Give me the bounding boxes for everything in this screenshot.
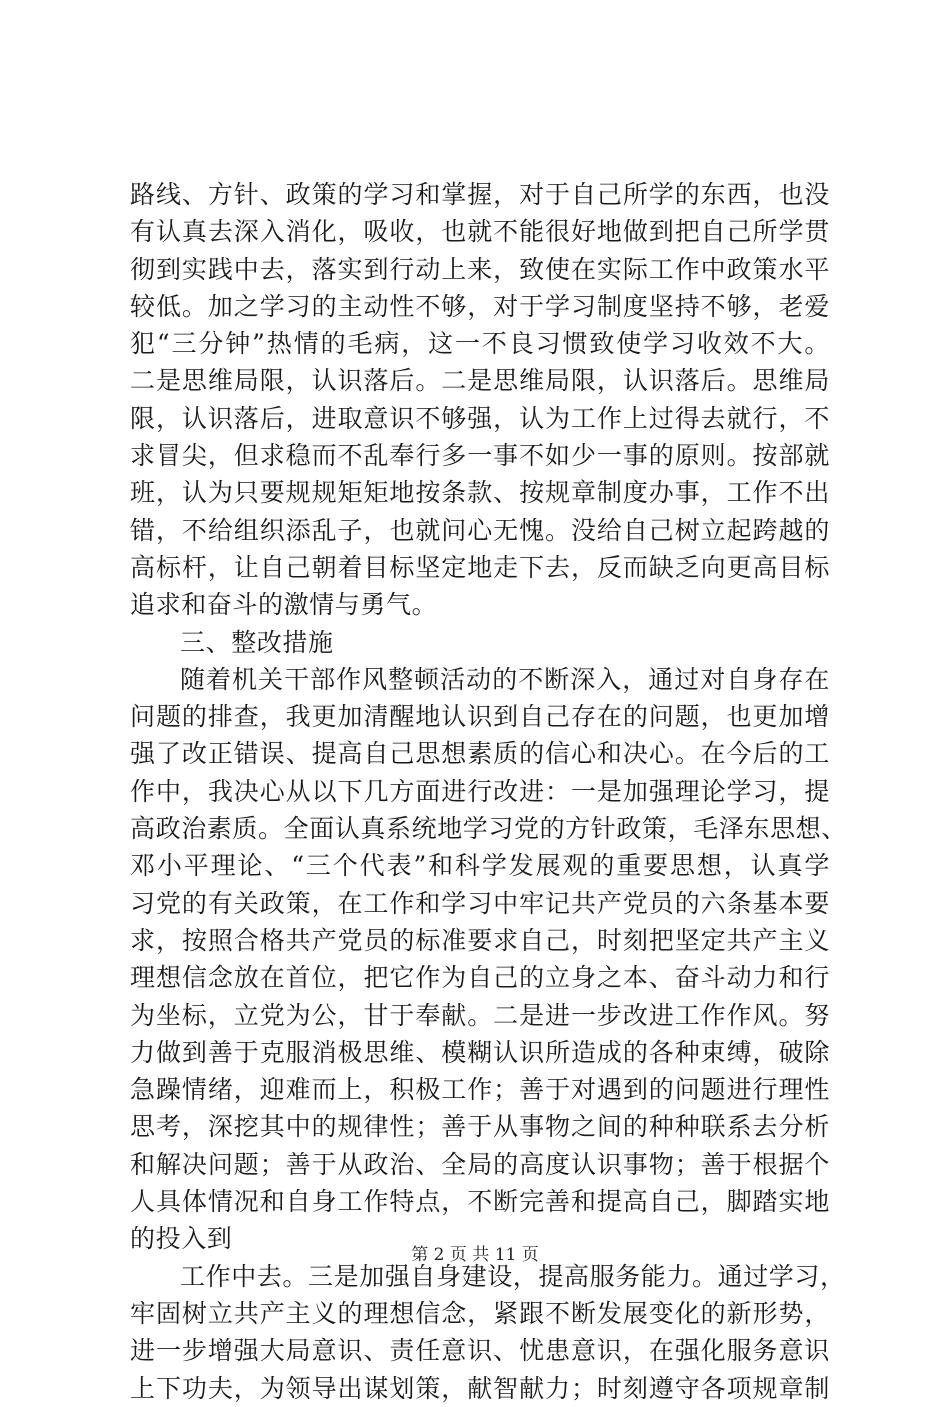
text-line: 急躁情绪，迎难而上，积极工作；善于对遇到的问题进行理性 bbox=[130, 1075, 830, 1105]
text-line: 路线、方针、政策的学习和掌握，对于自己所学的东西，也没 bbox=[130, 180, 830, 209]
text-line: 邓小平理论、“三个代表”和科学发展观的重要思想，认真学 bbox=[130, 851, 830, 881]
text-line: 作中，我决心从以下几方面进行改进：一是加强理论学习，提 bbox=[130, 776, 830, 806]
text-line: 进一步增强大局意识、责任意识、忧患意识，在强化服务意识 bbox=[130, 1336, 830, 1366]
text-line: 力做到善于克服消极思维、模糊认识所造成的各种束缚，破除 bbox=[130, 1037, 830, 1067]
text-line: 随着机关干部作风整顿活动的不断深入，通过对自身存在 bbox=[180, 664, 830, 694]
text-line: 思考，深挖其中的规律性；善于从事物之间的种种联系去分析 bbox=[130, 1112, 830, 1142]
text-line: 高标杆，让自己朝着目标坚定地走下去，反而缺乏向更高目标 bbox=[130, 552, 830, 582]
section-heading: 三、整改措施 bbox=[180, 627, 334, 657]
text-line: 上下功夫，为领导出谋划策，献智献力；时刻遵守各项规章制 bbox=[130, 1373, 830, 1403]
text-line: 犯“三分钟”热情的毛病，这一不良习惯致使学习收效不大。 bbox=[130, 329, 830, 359]
body-text bbox=[130, 176, 847, 1407]
text-line: 习党的有关政策，在工作和学习中牢记共产党员的六条基本要 bbox=[130, 888, 830, 918]
text-line: 彻到实践中去，落实到行动上来，致使在实际工作中政策水平 bbox=[130, 254, 830, 284]
text-line: 牢固树立共产主义的理想信念，紧跟不断发展变化的新形势， bbox=[130, 1298, 830, 1328]
text-line: 追求和奋斗的激情与勇气。 bbox=[130, 590, 438, 620]
text-line: 和解决问题；善于从政治、全局的高度认识事物；善于根据个 bbox=[130, 1149, 830, 1179]
text-line: 错，不给组织添乱子，也就问心无愧。没给自己树立起跨越的 bbox=[130, 515, 830, 545]
text-line: 二是思维局限，认识落后。二是思维局限，认识落后。思维局 bbox=[130, 366, 830, 396]
page-number-footer: 第 2 页 共 11 页 bbox=[411, 1245, 539, 1265]
text-line: 人具体情况和自身工作特点，不断完善和提高自己，脚踏实地 bbox=[130, 1187, 830, 1217]
text-line: 强了改正错误、提高自己思想素质的信心和决心。在今后的工 bbox=[130, 739, 830, 769]
text-line: 高政治素质。全面认真系统地学习党的方针政策，毛泽东思想、 bbox=[130, 814, 847, 844]
text-line: 工作中去。三是加强自身建设，提高服务能力。通过学习， bbox=[180, 1261, 846, 1291]
text-line: 求冒尖，但求稳而不乱奉行多一事不如少一事的原则。按部就 bbox=[130, 441, 830, 471]
text-line: 问题的排查，我更加清醒地认识到自己存在的问题，也更加增 bbox=[130, 702, 830, 732]
text-line: 理想信念放在首位，把它作为自己的立身之本、奋斗动力和行 bbox=[130, 963, 830, 993]
text-line: 限，认识落后，进取意识不够强，认为工作上过得去就行，不 bbox=[130, 403, 830, 433]
text-line: 的投入到 bbox=[130, 1224, 233, 1254]
text-line: 有认真去深入消化，吸收，也就不能很好地做到把自己所学贯 bbox=[130, 217, 830, 247]
text-line: 较低。加之学习的主动性不够，对于学习制度坚持不够，老爱 bbox=[130, 291, 830, 321]
text-line: 班，认为只要规规矩矩地按条款、按规章制度办事，工作不出 bbox=[130, 478, 830, 508]
text-line: 为坐标，立党为公，甘于奉献。二是进一步改进工作作风。努 bbox=[130, 1000, 830, 1030]
text-line: 求，按照合格共产党员的标准要求自己，时刻把坚定共产主义 bbox=[130, 925, 830, 955]
